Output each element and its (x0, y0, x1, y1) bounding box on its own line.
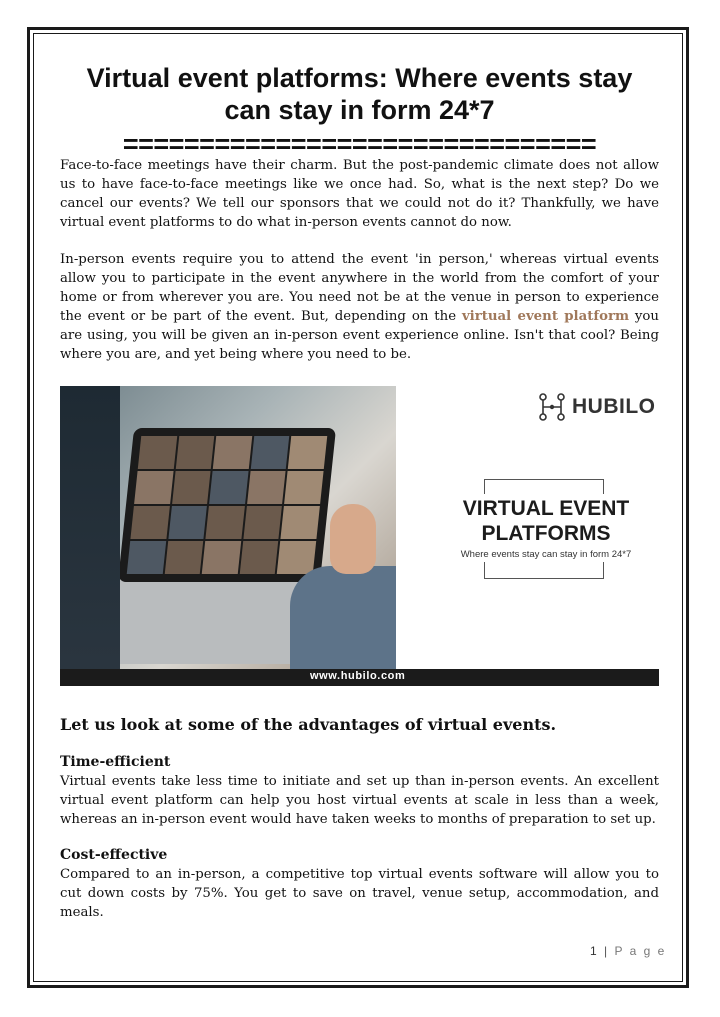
video-call-grid (127, 436, 328, 574)
person-silhouette (60, 386, 120, 686)
person-knee (290, 566, 396, 686)
url-footer-bar (60, 669, 659, 686)
document-page (60, 62, 659, 922)
advantages-heading: Let us look at some of the advantages of virtual events. (60, 715, 557, 734)
hubilo-url: www.hubilo.com (310, 670, 406, 682)
promo-subtitle: Where events stay can stay in form 24*7 (460, 549, 632, 560)
hero-banner-image (60, 386, 659, 686)
waving-hand (330, 504, 376, 574)
paragraph-text-after: you are using, you will be given an in-person event experience online. Isn't that cool? Being where you are, and yet being where you need to be. (60, 309, 659, 362)
document-title: Virtual event platforms: Where events stay can stay in form 24*7 (86, 63, 633, 125)
section-text-time-efficient: Virtual events take less time to initiate and set up than in-person events. An excellent virtual event platform can help you host virtual events at scale in less than a week, whereas an in-person event would have taken weeks to months of preparation to set up. (60, 774, 659, 827)
hubilo-logo-icon (538, 392, 566, 422)
page-footer (590, 944, 666, 958)
promo-title-line-1: VIRTUAL EVENT (462, 497, 630, 520)
page-number: 1 (590, 944, 599, 958)
section-text-cost-effective: Compared to an in-person, a competitive top virtual events software will allow you to cut down costs by 75%. You get to save on travel, venue setup, accommodation, and meals. (60, 867, 659, 920)
page-label: P a g e (614, 944, 667, 958)
paragraph-text-before: In-person events require you to attend the event 'in person,' whereas virtual events allow you to participate in the event anywhere in the world from the comfort of your home or from wherever you are. You need not be at the venue in person to experience the event or be part of the event. But, depending on the (60, 252, 659, 324)
intro-paragraph: Face-to-face meetings have their charm. But the post-pandemic climate does not allow us to have face-to-face meetings like we once had. So, what is the next step? Do we cancel our events? We tell our sponsors that we could not do it? Thankfully, we have virtual event platforms to do what in-person events cannot do now. (60, 158, 659, 230)
hubilo-logo (538, 392, 656, 422)
hubilo-brand-name: HUBILO (572, 395, 656, 418)
virtual-event-platform-link[interactable]: virtual event platform (461, 309, 630, 324)
footer-separator: | (604, 944, 610, 958)
title-underline-rule: =============================== (122, 132, 597, 156)
in-person-paragraph (60, 250, 659, 364)
section-heading-cost-effective: Cost-effective (60, 847, 168, 863)
laptop-video-call-photo (60, 386, 396, 686)
promo-title-line-2: PLATFORMS (481, 522, 611, 545)
section-heading-time-efficient: Time-efficient (60, 754, 171, 770)
promo-text-block (426, 494, 659, 562)
laptop-screen (118, 428, 336, 582)
